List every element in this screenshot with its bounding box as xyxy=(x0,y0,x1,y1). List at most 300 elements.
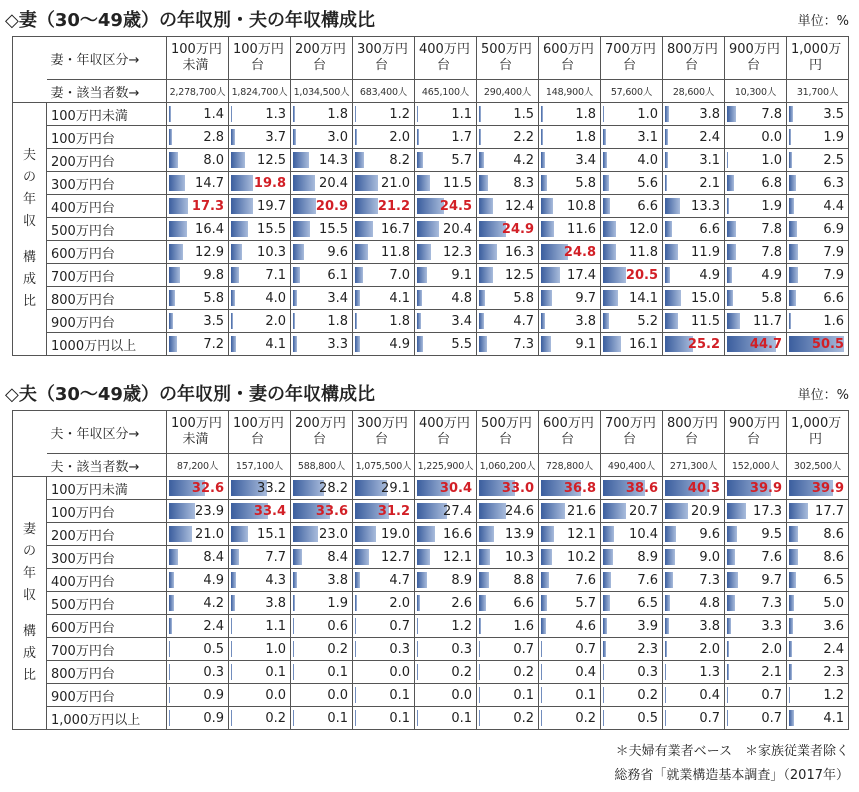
value-label: 2.4 xyxy=(699,129,720,145)
value-label: 3.1 xyxy=(699,152,720,168)
value-label: 7.8 xyxy=(761,221,782,237)
value-label: 6.5 xyxy=(637,595,658,611)
value-label: 29.1 xyxy=(381,480,410,496)
value-cell xyxy=(725,172,787,195)
respondent-count: 728,800人 xyxy=(539,454,601,477)
respondent-count: 271,300人 xyxy=(663,454,725,477)
value-cell xyxy=(787,638,849,661)
value-label: 1.8 xyxy=(327,106,348,122)
side-label-char: 構 xyxy=(22,624,36,639)
value-cell xyxy=(601,477,663,500)
data-bar xyxy=(169,710,170,726)
data-bar xyxy=(727,572,738,588)
value-cell xyxy=(539,333,601,356)
data-bar xyxy=(169,221,187,237)
value-label: 0.0 xyxy=(327,687,348,703)
data-bar xyxy=(665,313,678,329)
value-label: 20.7 xyxy=(629,503,658,519)
table-row xyxy=(13,707,849,730)
value-label: 0.3 xyxy=(637,664,658,680)
value-cell xyxy=(663,310,725,333)
table-row xyxy=(13,172,849,195)
value-label: 33.6 xyxy=(315,503,348,519)
table1 xyxy=(12,36,849,356)
value-label: 1.9 xyxy=(823,129,844,145)
value-label: 0.0 xyxy=(265,687,286,703)
data-bar xyxy=(169,572,174,588)
side-label-char: 年 xyxy=(22,192,36,207)
value-cell xyxy=(787,287,849,310)
value-label: 10.4 xyxy=(629,526,658,542)
column-header-line1: 1,000万 xyxy=(791,416,842,431)
value-cell xyxy=(663,684,725,707)
column-header-line1: 700万円 xyxy=(605,42,656,57)
value-label: 5.2 xyxy=(637,313,658,329)
column-header-line1: 500万円 xyxy=(481,42,532,57)
column-header-line2: 未満 xyxy=(182,432,209,447)
value-cell xyxy=(663,241,725,264)
data-bar xyxy=(603,595,610,611)
value-cell xyxy=(477,707,539,730)
value-cell xyxy=(477,546,539,569)
value-cell xyxy=(229,684,291,707)
data-bar xyxy=(603,175,609,191)
column-header-line1: 100万円 xyxy=(233,416,284,431)
data-bar xyxy=(789,152,792,168)
data-bar xyxy=(665,572,673,588)
value-cell xyxy=(415,638,477,661)
column-header-line2: 台 xyxy=(250,58,264,73)
value-label: 1.8 xyxy=(575,106,596,122)
value-cell xyxy=(539,661,601,684)
value-label: 0.7 xyxy=(761,687,782,703)
column-header-line2: 台 xyxy=(498,58,512,73)
value-cell xyxy=(477,592,539,615)
value-cell xyxy=(601,546,663,569)
data-bar xyxy=(355,129,357,145)
data-bar xyxy=(355,175,378,191)
value-label: 9.5 xyxy=(761,526,782,542)
data-bar xyxy=(231,572,236,588)
value-cell xyxy=(167,477,229,500)
value-cell xyxy=(787,333,849,356)
value-cell xyxy=(601,500,663,523)
row-label: 100万円未満 xyxy=(47,477,167,500)
respondent-count: 28,600人 xyxy=(663,80,725,103)
value-cell xyxy=(601,638,663,661)
value-label: 21.2 xyxy=(377,198,410,214)
column-header-line1: 1,000万 xyxy=(791,42,842,57)
data-bar xyxy=(541,572,549,588)
data-bar xyxy=(603,106,604,122)
data-bar xyxy=(417,221,439,237)
value-cell xyxy=(663,546,725,569)
value-label: 21.0 xyxy=(195,526,224,542)
value-label: 11.5 xyxy=(691,313,720,329)
count-label: 妻・該当者数→ xyxy=(47,80,167,103)
value-label: 27.4 xyxy=(443,503,472,519)
value-label: 1.9 xyxy=(327,595,348,611)
data-bar xyxy=(355,198,378,214)
value-cell xyxy=(787,195,849,218)
data-bar xyxy=(541,618,546,634)
column-header xyxy=(229,411,291,454)
table-row xyxy=(13,126,849,149)
column-header xyxy=(601,37,663,80)
data-bar xyxy=(355,618,356,634)
count-corner xyxy=(13,80,47,103)
value-cell xyxy=(415,569,477,592)
column-header-line1: 300万円 xyxy=(357,42,408,57)
value-label: 25.2 xyxy=(687,336,720,352)
value-cell xyxy=(291,241,353,264)
value-cell xyxy=(787,500,849,523)
value-cell xyxy=(167,638,229,661)
value-label: 36.8 xyxy=(563,480,596,496)
data-bar xyxy=(293,175,315,191)
column-header-line2: 台 xyxy=(746,432,760,447)
value-label: 15.1 xyxy=(257,526,286,542)
value-label: 33.2 xyxy=(257,480,286,496)
value-label: 15.5 xyxy=(319,221,348,237)
value-label: 11.6 xyxy=(567,221,596,237)
value-cell xyxy=(725,592,787,615)
value-cell xyxy=(477,126,539,149)
value-cell xyxy=(539,500,601,523)
row-label: 100万円台 xyxy=(47,126,167,149)
table-row xyxy=(13,241,849,264)
data-bar xyxy=(789,267,798,283)
value-cell xyxy=(353,126,415,149)
value-label: 7.1 xyxy=(265,267,286,283)
data-bar xyxy=(169,503,195,519)
value-label: 1.0 xyxy=(265,641,286,657)
value-cell xyxy=(539,218,601,241)
value-cell xyxy=(539,172,601,195)
data-bar xyxy=(541,336,551,352)
data-bar xyxy=(789,244,798,260)
value-cell xyxy=(539,103,601,126)
data-bar xyxy=(789,549,798,565)
value-cell xyxy=(477,241,539,264)
value-label: 7.6 xyxy=(761,549,782,565)
value-label: 12.0 xyxy=(629,221,658,237)
value-cell xyxy=(167,287,229,310)
data-bar xyxy=(169,526,192,542)
data-bar xyxy=(603,549,613,565)
data-bar xyxy=(541,313,545,329)
value-cell xyxy=(601,310,663,333)
value-cell xyxy=(477,149,539,172)
value-cell xyxy=(477,684,539,707)
data-bar xyxy=(479,175,488,191)
data-bar xyxy=(417,595,420,611)
column-header-line1: 800万円 xyxy=(667,42,718,57)
value-cell xyxy=(663,500,725,523)
value-cell xyxy=(539,569,601,592)
data-bar xyxy=(169,129,172,145)
data-bar xyxy=(169,244,183,260)
value-cell xyxy=(787,241,849,264)
data-bar xyxy=(727,313,740,329)
row-label: 200万円台 xyxy=(47,523,167,546)
value-label: 4.9 xyxy=(203,572,224,588)
data-bar xyxy=(231,267,239,283)
value-label: 9.8 xyxy=(203,267,224,283)
value-label: 6.6 xyxy=(637,198,658,214)
value-label: 0.7 xyxy=(699,710,720,726)
table-row xyxy=(13,333,849,356)
value-cell xyxy=(291,569,353,592)
value-cell xyxy=(787,707,849,730)
side-label-char: の xyxy=(22,170,36,185)
value-label: 13.9 xyxy=(505,526,534,542)
value-label: 1.0 xyxy=(637,106,658,122)
value-label: 33.0 xyxy=(501,480,534,496)
value-label: 7.3 xyxy=(761,595,782,611)
value-label: 9.7 xyxy=(761,572,782,588)
data-bar xyxy=(169,175,185,191)
value-label: 4.7 xyxy=(513,313,534,329)
data-bar xyxy=(665,618,669,634)
data-bar xyxy=(479,244,497,260)
value-label: 12.1 xyxy=(567,526,596,542)
data-bar xyxy=(479,267,493,283)
value-cell xyxy=(229,218,291,241)
value-label: 38.6 xyxy=(625,480,658,496)
column-header xyxy=(725,37,787,80)
column-header-line2: 台 xyxy=(250,432,264,447)
data-bar xyxy=(727,687,728,703)
column-header xyxy=(167,411,229,454)
value-label: 0.1 xyxy=(451,710,472,726)
data-bar xyxy=(169,641,170,657)
data-bar xyxy=(355,595,357,611)
table-row xyxy=(13,264,849,287)
value-label: 4.9 xyxy=(761,267,782,283)
value-label: 28.2 xyxy=(319,480,348,496)
value-label: 2.2 xyxy=(513,129,534,145)
value-label: 17.3 xyxy=(753,503,782,519)
data-bar xyxy=(479,290,485,306)
data-bar xyxy=(231,313,233,329)
data-bar xyxy=(789,503,808,519)
row-label: 300万円台 xyxy=(47,172,167,195)
row-label: 400万円台 xyxy=(47,195,167,218)
value-cell xyxy=(167,333,229,356)
value-cell xyxy=(229,126,291,149)
column-header xyxy=(353,411,415,454)
value-cell xyxy=(353,546,415,569)
value-label: 5.8 xyxy=(761,290,782,306)
value-cell xyxy=(229,287,291,310)
value-cell xyxy=(415,546,477,569)
data-bar xyxy=(603,198,610,214)
value-label: 1.8 xyxy=(575,129,596,145)
value-label: 4.2 xyxy=(203,595,224,611)
data-bar xyxy=(479,572,489,588)
data-bar xyxy=(479,152,484,168)
value-label: 2.6 xyxy=(451,595,472,611)
value-cell xyxy=(415,195,477,218)
data-bar xyxy=(603,313,609,329)
data-bar xyxy=(293,129,296,145)
value-label: 32.6 xyxy=(191,480,224,496)
value-label: 20.9 xyxy=(691,503,720,519)
data-bar xyxy=(293,152,309,168)
value-label: 5.0 xyxy=(823,595,844,611)
value-cell xyxy=(725,103,787,126)
value-cell xyxy=(725,684,787,707)
data-bar xyxy=(293,106,295,122)
data-bar xyxy=(727,595,735,611)
table-row xyxy=(13,500,849,523)
value-cell xyxy=(663,523,725,546)
value-cell xyxy=(787,149,849,172)
data-bar xyxy=(603,152,607,168)
value-label: 11.5 xyxy=(443,175,472,191)
respondent-count: 290,400人 xyxy=(477,80,539,103)
value-cell xyxy=(167,684,229,707)
value-cell xyxy=(725,569,787,592)
value-label: 3.8 xyxy=(575,313,596,329)
value-cell xyxy=(663,126,725,149)
value-label: 0.6 xyxy=(327,618,348,634)
value-cell xyxy=(477,172,539,195)
column-header-line2: 台 xyxy=(622,58,636,73)
row-label: 700万円台 xyxy=(47,264,167,287)
value-label: 4.2 xyxy=(513,152,534,168)
value-cell xyxy=(539,287,601,310)
column-header-line2: 円 xyxy=(808,432,822,447)
value-cell xyxy=(291,287,353,310)
value-cell xyxy=(291,172,353,195)
value-cell xyxy=(291,707,353,730)
value-cell xyxy=(415,615,477,638)
value-cell xyxy=(725,241,787,264)
note-source: 総務省「就業構造基本調査」（2017年） xyxy=(614,768,849,783)
data-bar xyxy=(727,710,728,726)
value-cell xyxy=(477,569,539,592)
data-bar xyxy=(231,641,232,657)
value-label: 1.1 xyxy=(451,106,472,122)
data-bar xyxy=(727,267,732,283)
value-label: 0.7 xyxy=(513,641,534,657)
header-label: 妻・年収区分→ xyxy=(47,37,167,80)
data-bar xyxy=(169,336,177,352)
value-cell xyxy=(539,638,601,661)
side-label-char: 妻 xyxy=(22,522,36,537)
value-cell xyxy=(601,241,663,264)
value-cell xyxy=(291,195,353,218)
data-bar xyxy=(665,244,678,260)
data-bar xyxy=(665,221,672,237)
column-header xyxy=(663,411,725,454)
data-bar xyxy=(727,198,729,214)
data-bar xyxy=(417,290,422,306)
data-bar xyxy=(541,549,552,565)
data-bar xyxy=(417,549,430,565)
value-cell xyxy=(291,218,353,241)
value-cell xyxy=(601,569,663,592)
value-label: 0.1 xyxy=(575,687,596,703)
side-label xyxy=(13,477,47,730)
table-row xyxy=(13,592,849,615)
value-cell xyxy=(477,477,539,500)
value-cell xyxy=(601,195,663,218)
data-bar xyxy=(665,129,668,145)
data-bar xyxy=(417,313,421,329)
value-cell xyxy=(539,615,601,638)
table-row xyxy=(13,546,849,569)
value-cell xyxy=(663,172,725,195)
column-header-line1: 300万円 xyxy=(357,416,408,431)
table-row xyxy=(13,684,849,707)
data-bar xyxy=(665,526,676,542)
value-cell xyxy=(663,333,725,356)
value-label: 21.6 xyxy=(567,503,596,519)
value-label: 30.4 xyxy=(439,480,472,496)
value-label: 9.0 xyxy=(699,549,720,565)
table2 xyxy=(12,410,849,730)
column-header-line1: 400万円 xyxy=(419,42,470,57)
data-bar xyxy=(293,618,294,634)
value-label: 5.7 xyxy=(451,152,472,168)
data-bar xyxy=(231,129,235,145)
data-bar xyxy=(169,687,170,703)
value-cell xyxy=(601,126,663,149)
data-bar xyxy=(541,526,554,542)
data-bar xyxy=(169,549,178,565)
value-label: 4.6 xyxy=(575,618,596,634)
value-label: 0.2 xyxy=(513,664,534,680)
value-cell xyxy=(353,523,415,546)
value-label: 0.1 xyxy=(389,710,410,726)
table-row xyxy=(13,661,849,684)
respondent-count: 683,400人 xyxy=(353,80,415,103)
value-label: 20.5 xyxy=(625,267,658,283)
value-cell xyxy=(415,287,477,310)
column-header-line1: 900万円 xyxy=(729,416,780,431)
data-bar xyxy=(789,687,790,703)
value-label: 0.4 xyxy=(699,687,720,703)
value-label: 0.0 xyxy=(451,687,472,703)
value-cell xyxy=(601,218,663,241)
value-label: 16.3 xyxy=(505,244,534,260)
value-label: 1.8 xyxy=(389,313,410,329)
column-header xyxy=(663,37,725,80)
side-label xyxy=(13,103,47,356)
row-label: 600万円台 xyxy=(47,615,167,638)
value-cell xyxy=(663,195,725,218)
data-bar xyxy=(541,503,565,519)
data-bar xyxy=(417,106,418,122)
value-label: 17.4 xyxy=(567,267,596,283)
data-bar xyxy=(727,618,731,634)
value-label: 6.5 xyxy=(823,572,844,588)
data-bar xyxy=(603,336,621,352)
data-bar xyxy=(665,503,688,519)
value-cell xyxy=(167,707,229,730)
respondent-count: 148,900人 xyxy=(539,80,601,103)
value-cell xyxy=(415,264,477,287)
table-row xyxy=(13,477,849,500)
data-bar xyxy=(417,336,423,352)
value-cell xyxy=(601,333,663,356)
value-label: 3.3 xyxy=(761,618,782,634)
value-label: 17.7 xyxy=(815,503,844,519)
value-cell xyxy=(229,707,291,730)
